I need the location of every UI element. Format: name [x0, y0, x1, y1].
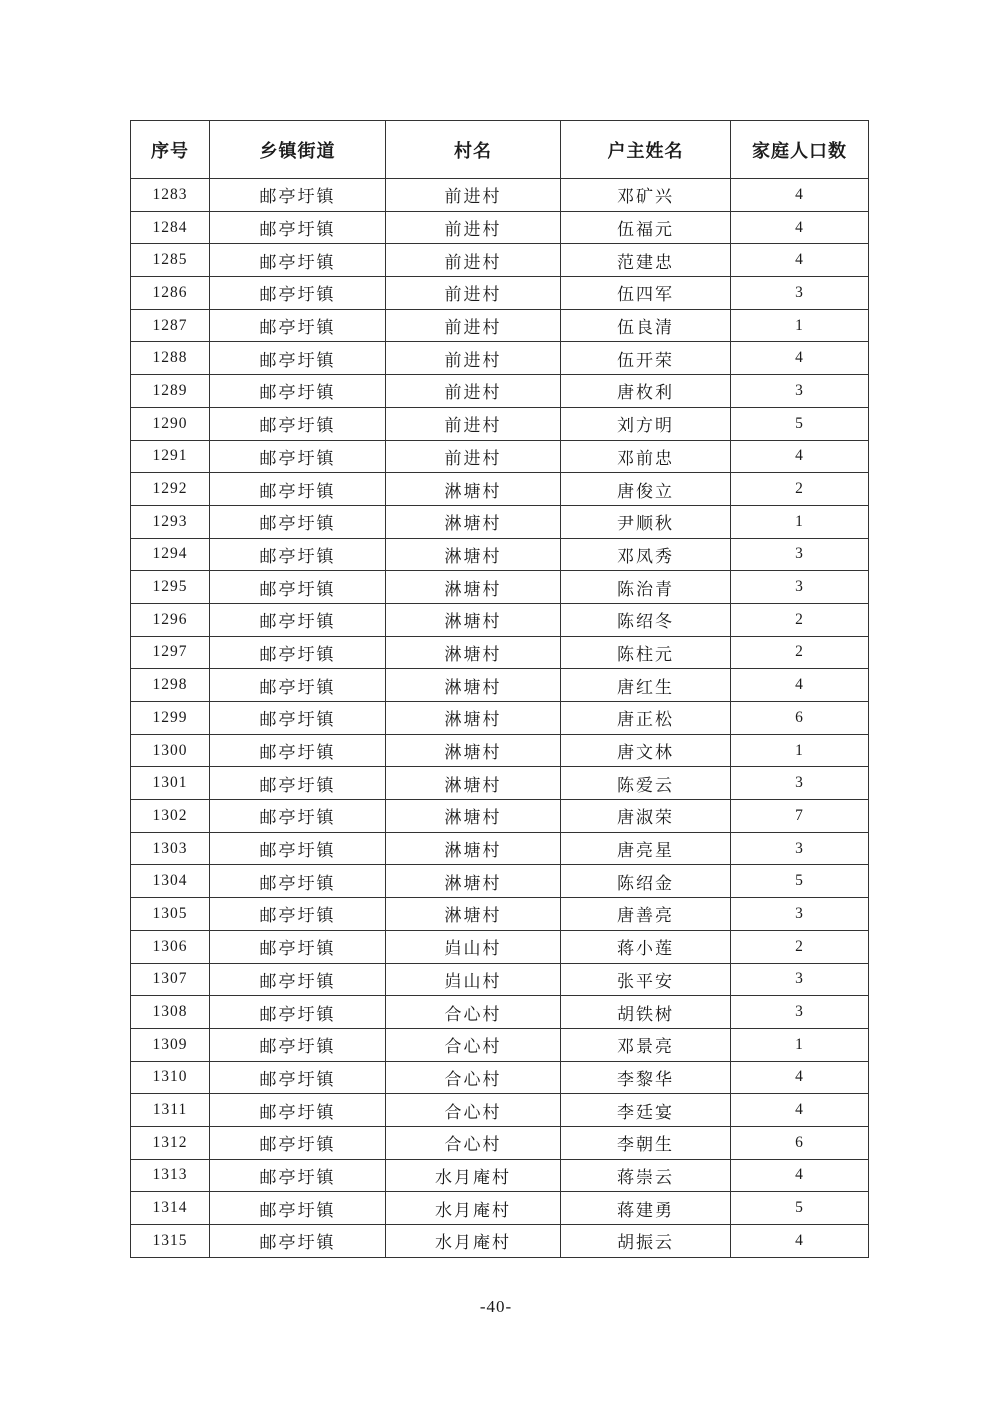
cell-township: 邮亭圩镇 — [210, 603, 386, 636]
cell-family-size: 4 — [731, 179, 869, 212]
cell-family-size: 5 — [731, 865, 869, 898]
table-row — [131, 473, 869, 506]
cell-township: 邮亭圩镇 — [210, 211, 386, 244]
cell-householder-name: 陈治青 — [561, 571, 731, 604]
cell-village: 淋塘村 — [386, 767, 561, 800]
cell-township: 邮亭圩镇 — [210, 538, 386, 571]
cell-family-size: 4 — [731, 1061, 869, 1094]
table-row — [131, 963, 869, 996]
cell-village: 前进村 — [386, 211, 561, 244]
cell-village: 淋塘村 — [386, 669, 561, 702]
cell-householder-name: 李朝生 — [561, 1126, 731, 1159]
cell-village: 前进村 — [386, 277, 561, 310]
table-row — [131, 309, 869, 342]
table-row — [131, 603, 869, 636]
cell-village: 水月庵村 — [386, 1159, 561, 1192]
cell-family-size: 1 — [731, 1028, 869, 1061]
cell-householder-name: 蒋小莲 — [561, 930, 731, 963]
header-householder-name: 户主姓名 — [561, 121, 731, 179]
cell-township: 邮亭圩镇 — [210, 865, 386, 898]
cell-village: 岿山村 — [386, 963, 561, 996]
cell-householder-name: 蒋建勇 — [561, 1192, 731, 1225]
cell-householder-name: 伍良清 — [561, 309, 731, 342]
table-row — [131, 930, 869, 963]
table-row — [131, 832, 869, 865]
cell-serial-number: 1291 — [131, 440, 210, 473]
cell-serial-number: 1298 — [131, 669, 210, 702]
cell-householder-name: 陈爱云 — [561, 767, 731, 800]
cell-family-size: 4 — [731, 1225, 869, 1258]
cell-village: 前进村 — [386, 179, 561, 212]
table-row — [131, 669, 869, 702]
cell-family-size: 6 — [731, 702, 869, 735]
cell-village: 合心村 — [386, 1061, 561, 1094]
cell-village: 淋塘村 — [386, 865, 561, 898]
table-row — [131, 636, 869, 669]
table-row — [131, 1094, 869, 1127]
cell-township: 邮亭圩镇 — [210, 277, 386, 310]
cell-householder-name: 李黎华 — [561, 1061, 731, 1094]
cell-village: 淋塘村 — [386, 832, 561, 865]
table-row — [131, 538, 869, 571]
cell-householder-name: 尹顺秋 — [561, 505, 731, 538]
table-row — [131, 898, 869, 931]
cell-serial-number: 1310 — [131, 1061, 210, 1094]
table-row — [131, 277, 869, 310]
cell-township: 邮亭圩镇 — [210, 636, 386, 669]
cell-serial-number: 1286 — [131, 277, 210, 310]
cell-householder-name: 唐文林 — [561, 734, 731, 767]
cell-serial-number: 1294 — [131, 538, 210, 571]
cell-township: 邮亭圩镇 — [210, 1061, 386, 1094]
cell-village: 淋塘村 — [386, 636, 561, 669]
header-village: 村名 — [386, 121, 561, 179]
cell-township: 邮亭圩镇 — [210, 963, 386, 996]
cell-family-size: 5 — [731, 1192, 869, 1225]
cell-family-size: 3 — [731, 538, 869, 571]
cell-township: 邮亭圩镇 — [210, 407, 386, 440]
cell-householder-name: 伍四军 — [561, 277, 731, 310]
cell-family-size: 3 — [731, 277, 869, 310]
cell-serial-number: 1299 — [131, 702, 210, 735]
cell-township: 邮亭圩镇 — [210, 1225, 386, 1258]
cell-family-size: 1 — [731, 734, 869, 767]
cell-serial-number: 1297 — [131, 636, 210, 669]
cell-family-size: 3 — [731, 963, 869, 996]
cell-serial-number: 1306 — [131, 930, 210, 963]
cell-township: 邮亭圩镇 — [210, 1159, 386, 1192]
table-row — [131, 179, 869, 212]
table-row — [131, 1159, 869, 1192]
cell-serial-number: 1292 — [131, 473, 210, 506]
cell-serial-number: 1295 — [131, 571, 210, 604]
cell-township: 邮亭圩镇 — [210, 375, 386, 408]
cell-family-size: 6 — [731, 1126, 869, 1159]
cell-village: 水月庵村 — [386, 1225, 561, 1258]
table-row — [131, 407, 869, 440]
cell-serial-number: 1289 — [131, 375, 210, 408]
cell-householder-name: 唐亮星 — [561, 832, 731, 865]
cell-family-size: 4 — [731, 244, 869, 277]
cell-householder-name: 陈绍金 — [561, 865, 731, 898]
cell-householder-name: 唐俊立 — [561, 473, 731, 506]
cell-village: 淋塘村 — [386, 603, 561, 636]
cell-family-size: 3 — [731, 832, 869, 865]
cell-householder-name: 唐正松 — [561, 702, 731, 735]
cell-family-size: 2 — [731, 603, 869, 636]
cell-family-size: 4 — [731, 669, 869, 702]
table-body — [131, 179, 869, 1258]
cell-township: 邮亭圩镇 — [210, 1126, 386, 1159]
table-row — [131, 571, 869, 604]
table-row — [131, 1192, 869, 1225]
cell-householder-name: 邓景亮 — [561, 1028, 731, 1061]
table-row — [131, 1028, 869, 1061]
cell-householder-name: 伍福元 — [561, 211, 731, 244]
cell-township: 邮亭圩镇 — [210, 342, 386, 375]
cell-township: 邮亭圩镇 — [210, 767, 386, 800]
cell-family-size: 1 — [731, 505, 869, 538]
table-row — [131, 865, 869, 898]
cell-householder-name: 唐红生 — [561, 669, 731, 702]
cell-householder-name: 邓矿兴 — [561, 179, 731, 212]
cell-township: 邮亭圩镇 — [210, 832, 386, 865]
cell-family-size: 2 — [731, 473, 869, 506]
cell-householder-name: 唐枚利 — [561, 375, 731, 408]
cell-village: 前进村 — [386, 244, 561, 277]
header-township: 乡镇街道 — [210, 121, 386, 179]
household-table — [130, 120, 869, 1258]
cell-serial-number: 1314 — [131, 1192, 210, 1225]
cell-village: 淋塘村 — [386, 538, 561, 571]
cell-householder-name: 胡振云 — [561, 1225, 731, 1258]
cell-serial-number: 1309 — [131, 1028, 210, 1061]
table-row — [131, 342, 869, 375]
cell-village: 淋塘村 — [386, 505, 561, 538]
cell-family-size: 3 — [731, 375, 869, 408]
header-serial-number: 序号 — [131, 121, 210, 179]
cell-family-size: 2 — [731, 636, 869, 669]
table-row — [131, 702, 869, 735]
cell-village: 前进村 — [386, 375, 561, 408]
cell-township: 邮亭圩镇 — [210, 1192, 386, 1225]
header-family-size: 家庭人口数 — [731, 121, 869, 179]
table-row — [131, 734, 869, 767]
table-row — [131, 211, 869, 244]
cell-serial-number: 1307 — [131, 963, 210, 996]
cell-serial-number: 1302 — [131, 800, 210, 833]
cell-serial-number: 1285 — [131, 244, 210, 277]
cell-householder-name: 伍开荣 — [561, 342, 731, 375]
cell-householder-name: 刘方明 — [561, 407, 731, 440]
cell-serial-number: 1311 — [131, 1094, 210, 1127]
table-row — [131, 244, 869, 277]
cell-serial-number: 1287 — [131, 309, 210, 342]
cell-village: 前进村 — [386, 342, 561, 375]
cell-householder-name: 李廷宴 — [561, 1094, 731, 1127]
cell-township: 邮亭圩镇 — [210, 179, 386, 212]
cell-township: 邮亭圩镇 — [210, 571, 386, 604]
cell-village: 淋塘村 — [386, 571, 561, 604]
cell-householder-name: 张平安 — [561, 963, 731, 996]
cell-village: 合心村 — [386, 1028, 561, 1061]
cell-serial-number: 1313 — [131, 1159, 210, 1192]
cell-village: 前进村 — [386, 440, 561, 473]
cell-village: 淋塘村 — [386, 473, 561, 506]
cell-township: 邮亭圩镇 — [210, 309, 386, 342]
cell-family-size: 3 — [731, 767, 869, 800]
cell-serial-number: 1303 — [131, 832, 210, 865]
cell-serial-number: 1301 — [131, 767, 210, 800]
cell-householder-name: 唐善亮 — [561, 898, 731, 931]
cell-serial-number: 1288 — [131, 342, 210, 375]
table-row — [131, 767, 869, 800]
table-row — [131, 800, 869, 833]
cell-village: 淋塘村 — [386, 734, 561, 767]
cell-village: 合心村 — [386, 1094, 561, 1127]
table-row — [131, 996, 869, 1029]
cell-family-size: 5 — [731, 407, 869, 440]
cell-serial-number: 1284 — [131, 211, 210, 244]
cell-township: 邮亭圩镇 — [210, 1094, 386, 1127]
cell-township: 邮亭圩镇 — [210, 996, 386, 1029]
cell-township: 邮亭圩镇 — [210, 440, 386, 473]
cell-township: 邮亭圩镇 — [210, 473, 386, 506]
cell-village: 合心村 — [386, 996, 561, 1029]
cell-family-size: 4 — [731, 211, 869, 244]
cell-family-size: 4 — [731, 1094, 869, 1127]
cell-village: 水月庵村 — [386, 1192, 561, 1225]
cell-village: 淋塘村 — [386, 898, 561, 931]
cell-township: 邮亭圩镇 — [210, 930, 386, 963]
table-row — [131, 505, 869, 538]
cell-township: 邮亭圩镇 — [210, 734, 386, 767]
cell-township: 邮亭圩镇 — [210, 898, 386, 931]
table-row — [131, 1225, 869, 1258]
cell-serial-number: 1283 — [131, 179, 210, 212]
cell-householder-name: 胡铁树 — [561, 996, 731, 1029]
cell-householder-name: 蒋崇云 — [561, 1159, 731, 1192]
cell-householder-name: 唐淑荣 — [561, 800, 731, 833]
cell-township: 邮亭圩镇 — [210, 800, 386, 833]
cell-village: 前进村 — [386, 407, 561, 440]
page-number: -40- — [479, 1297, 513, 1316]
cell-family-size: 3 — [731, 996, 869, 1029]
table-row — [131, 440, 869, 473]
cell-family-size: 3 — [731, 898, 869, 931]
cell-village: 淋塘村 — [386, 800, 561, 833]
cell-family-size: 4 — [731, 1159, 869, 1192]
cell-township: 邮亭圩镇 — [210, 505, 386, 538]
cell-serial-number: 1296 — [131, 603, 210, 636]
cell-village: 淋塘村 — [386, 702, 561, 735]
cell-township: 邮亭圩镇 — [210, 702, 386, 735]
cell-family-size: 1 — [731, 309, 869, 342]
cell-serial-number: 1304 — [131, 865, 210, 898]
table-row — [131, 1061, 869, 1094]
cell-serial-number: 1305 — [131, 898, 210, 931]
cell-householder-name: 范建忠 — [561, 244, 731, 277]
cell-family-size: 7 — [731, 800, 869, 833]
table-row — [131, 1126, 869, 1159]
cell-village: 岿山村 — [386, 930, 561, 963]
cell-family-size: 4 — [731, 342, 869, 375]
cell-village: 合心村 — [386, 1126, 561, 1159]
cell-serial-number: 1308 — [131, 996, 210, 1029]
cell-township: 邮亭圩镇 — [210, 1028, 386, 1061]
cell-householder-name: 邓前忠 — [561, 440, 731, 473]
cell-family-size: 3 — [731, 571, 869, 604]
household-table-container — [130, 120, 868, 1258]
cell-householder-name: 陈绍冬 — [561, 603, 731, 636]
table-header-row — [131, 121, 869, 179]
cell-householder-name: 邓凤秀 — [561, 538, 731, 571]
cell-serial-number: 1312 — [131, 1126, 210, 1159]
cell-serial-number: 1290 — [131, 407, 210, 440]
cell-serial-number: 1300 — [131, 734, 210, 767]
cell-serial-number: 1293 — [131, 505, 210, 538]
cell-family-size: 4 — [731, 440, 869, 473]
cell-family-size: 2 — [731, 930, 869, 963]
cell-village: 前进村 — [386, 309, 561, 342]
cell-serial-number: 1315 — [131, 1225, 210, 1258]
cell-township: 邮亭圩镇 — [210, 244, 386, 277]
table-row — [131, 375, 869, 408]
cell-householder-name: 陈柱元 — [561, 636, 731, 669]
cell-township: 邮亭圩镇 — [210, 669, 386, 702]
